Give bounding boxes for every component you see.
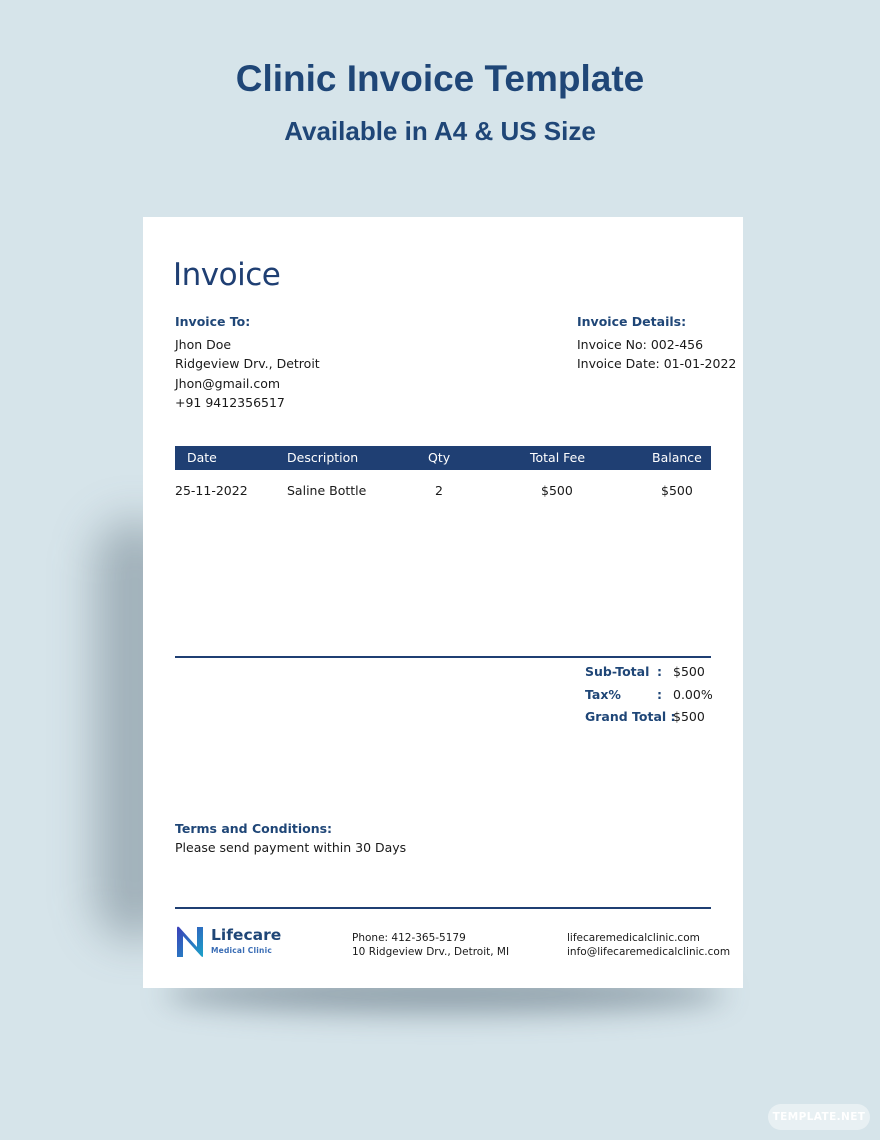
invoice-document [143, 217, 743, 988]
items-table-header [175, 446, 711, 470]
clinic-tagline: Medical Clinic [211, 946, 272, 955]
page-subtitle: Available in A4 & US Size [284, 116, 596, 146]
grand-total-value: $500 [673, 709, 705, 724]
customer-name: Jhon Doe [175, 336, 232, 352]
terms-block [175, 819, 406, 857]
footer-web [567, 931, 730, 959]
totals-divider [175, 656, 711, 658]
footer-divider [175, 907, 711, 909]
footer-address: 10 Ridgeview Drv., Detroit, MI [352, 946, 510, 958]
footer-website: lifecaremedicalclinic.com [567, 932, 700, 944]
grand-total-label: Grand Total : [585, 709, 676, 724]
terms-text: Please send payment within 30 Days [175, 840, 407, 855]
totals-block [585, 664, 715, 732]
subtotal-value: $500 [673, 664, 705, 679]
invoice-heading: Invoice [173, 257, 281, 293]
cell-date: 25-11-2022 [175, 483, 248, 498]
page-title: Clinic Invoice Template [235, 58, 645, 99]
customer-address: Ridgeview Drv., Detroit [175, 356, 320, 371]
invoice-details-block [577, 312, 736, 374]
header-date: Date [187, 450, 217, 465]
terms-label: Terms and Conditions: [175, 821, 333, 836]
customer-phone: +91 9412356517 [175, 395, 285, 410]
subtotal-label: Sub-Total [585, 664, 650, 679]
header-balance: Balance [652, 450, 702, 465]
cell-qty: 2 [435, 483, 443, 498]
clinic-name: Lifecare [211, 926, 282, 944]
header-qty: Qty [428, 450, 451, 465]
template-net-badge: TEMPLATE.NET [768, 1104, 870, 1130]
footer-phone: Phone: 412-365-5179 [352, 932, 466, 944]
header-description: Description [287, 450, 359, 465]
bill-to-label: Invoice To: [175, 314, 251, 329]
invoice-details-label: Invoice Details: [577, 314, 687, 329]
table-row [175, 479, 711, 503]
header-total-fee: Total Fee [530, 450, 586, 465]
subtotal-colon: : [657, 664, 662, 679]
tax-label: Tax% [585, 686, 621, 702]
cell-description: Saline Bottle [287, 483, 367, 498]
clinic-logo [175, 925, 285, 961]
tax-colon: : [657, 686, 662, 702]
bill-to-block [175, 312, 320, 413]
invoice-number: Invoice No: 002-456 [577, 336, 704, 352]
customer-email: Jhon@gmail.com [175, 375, 281, 391]
invoice-footer [175, 923, 731, 963]
footer-email: info@lifecaremedicalclinic.com [567, 946, 731, 958]
tax-value: 0.00% [673, 686, 713, 702]
footer-contact [352, 931, 509, 959]
cell-total-fee: $500 [541, 483, 573, 498]
clinic-logo-icon [175, 925, 205, 958]
cell-balance: $500 [661, 483, 693, 498]
invoice-date: Invoice Date: 01-01-2022 [577, 356, 737, 371]
